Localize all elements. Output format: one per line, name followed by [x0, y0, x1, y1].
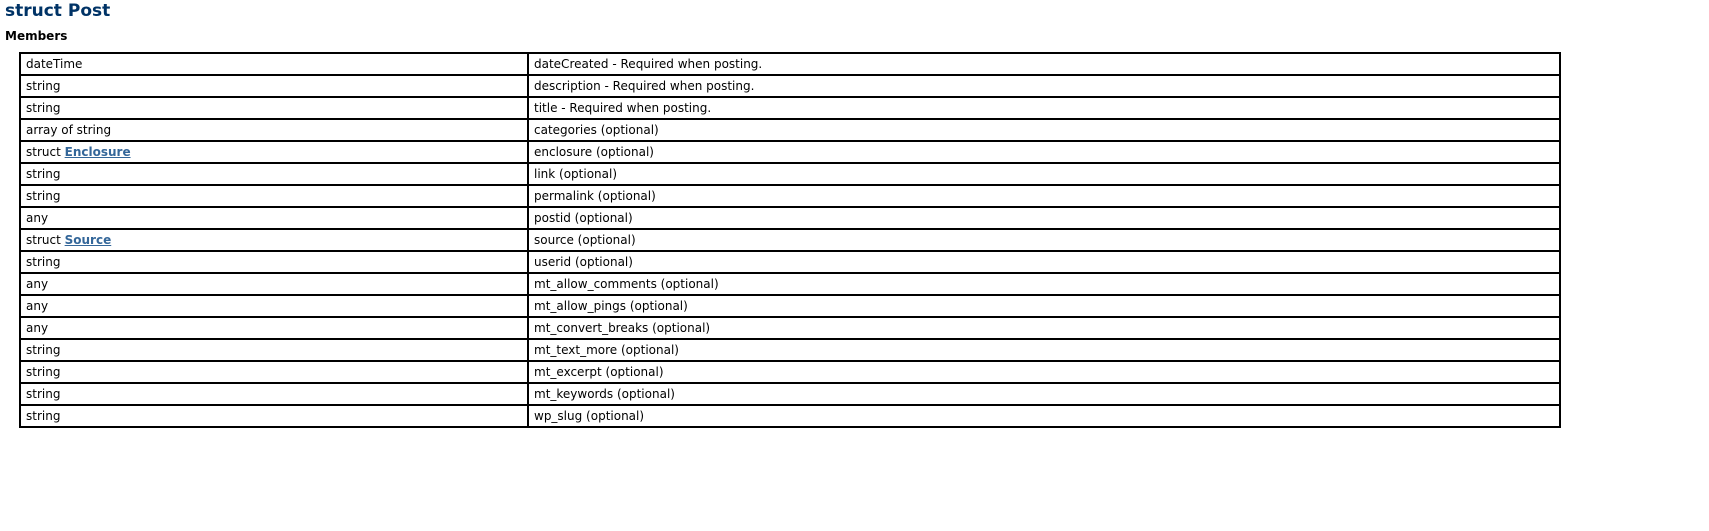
table-row: [20, 119, 1560, 141]
member-description-cell: [528, 383, 1560, 405]
member-description: mt_keywords (optional): [534, 387, 675, 401]
member-type: string: [26, 255, 61, 269]
member-type-cell: [20, 295, 528, 317]
member-type: string: [26, 101, 61, 115]
member-type-cell: [20, 119, 528, 141]
member-type-cell: [20, 185, 528, 207]
member-description-cell: [528, 361, 1560, 383]
member-description: mt_allow_pings (optional): [534, 299, 688, 313]
member-type-cell: [20, 163, 528, 185]
members-table-body: [20, 53, 1560, 427]
member-description-cell: [528, 97, 1560, 119]
table-row: [20, 207, 1560, 229]
member-description-cell: [528, 229, 1560, 251]
member-type: any: [26, 321, 49, 335]
table-row: [20, 317, 1560, 339]
member-type: string: [26, 387, 61, 401]
member-type-cell: [20, 251, 528, 273]
member-type-cell: [20, 361, 528, 383]
member-description-cell: [528, 119, 1560, 141]
member-description-cell: [528, 207, 1560, 229]
member-type-cell: [20, 317, 528, 339]
table-row: [20, 141, 1560, 163]
member-description-cell: [528, 317, 1560, 339]
table-row: [20, 229, 1560, 251]
member-description: mt_excerpt (optional): [534, 365, 664, 379]
member-description-cell: [528, 405, 1560, 427]
member-description: title - Required when posting.: [534, 101, 712, 115]
member-type-cell: [20, 273, 528, 295]
page-title: struct Post: [5, 1, 111, 21]
table-row: [20, 361, 1560, 383]
table-row: [20, 251, 1560, 273]
member-type-cell: [20, 229, 528, 251]
member-type-cell: [20, 405, 528, 427]
members-table: [19, 52, 1561, 428]
member-description-cell: [528, 163, 1560, 185]
table-row: [20, 405, 1560, 427]
member-description: categories (optional): [534, 123, 659, 137]
member-description: mt_allow_comments (optional): [534, 277, 719, 291]
member-description-cell: [528, 141, 1560, 163]
member-description-cell: [528, 295, 1560, 317]
table-row: [20, 339, 1560, 361]
member-type-cell: [20, 141, 528, 163]
member-description: wp_slug (optional): [534, 409, 645, 423]
member-description-cell: [528, 53, 1560, 75]
members-heading: Members: [5, 29, 68, 43]
enclosure-type-link[interactable]: Enclosure: [64, 145, 131, 159]
member-type-cell: [20, 75, 528, 97]
member-type-cell: [20, 383, 528, 405]
member-type: any: [26, 277, 49, 291]
member-description-cell: [528, 339, 1560, 361]
member-type: string: [26, 189, 61, 203]
table-row: [20, 75, 1560, 97]
member-type: string: [26, 167, 61, 181]
member-description: dateCreated - Required when posting.: [534, 57, 763, 71]
member-description: mt_text_more (optional): [534, 343, 679, 357]
table-row: [20, 383, 1560, 405]
member-description: permalink (optional): [534, 189, 656, 203]
member-description: mt_convert_breaks (optional): [534, 321, 711, 335]
member-type: array of string: [26, 123, 112, 137]
member-description: postid (optional): [534, 211, 633, 225]
member-type: string: [26, 79, 61, 93]
member-description-cell: [528, 75, 1560, 97]
table-row: [20, 53, 1560, 75]
table-row: [20, 97, 1560, 119]
member-type-cell: [20, 97, 528, 119]
member-type: any: [26, 211, 49, 225]
member-type: struct: [26, 145, 65, 159]
member-description: enclosure (optional): [534, 145, 654, 159]
member-description: userid (optional): [534, 255, 633, 269]
member-type: struct: [26, 233, 65, 247]
member-description: description - Required when posting.: [534, 79, 755, 93]
member-type: string: [26, 409, 61, 423]
table-row: [20, 295, 1560, 317]
member-type: string: [26, 343, 61, 357]
member-description: source (optional): [534, 233, 636, 247]
member-type: dateTime: [26, 57, 83, 71]
member-type-cell: [20, 53, 528, 75]
member-description-cell: [528, 273, 1560, 295]
table-row: [20, 273, 1560, 295]
member-description-cell: [528, 251, 1560, 273]
member-description-cell: [528, 185, 1560, 207]
source-type-link[interactable]: Source: [64, 233, 112, 247]
member-type-cell: [20, 339, 528, 361]
table-row: [20, 185, 1560, 207]
table-row: [20, 163, 1560, 185]
member-type: any: [26, 299, 49, 313]
member-description: link (optional): [534, 167, 618, 181]
member-type: string: [26, 365, 61, 379]
member-type-cell: [20, 207, 528, 229]
